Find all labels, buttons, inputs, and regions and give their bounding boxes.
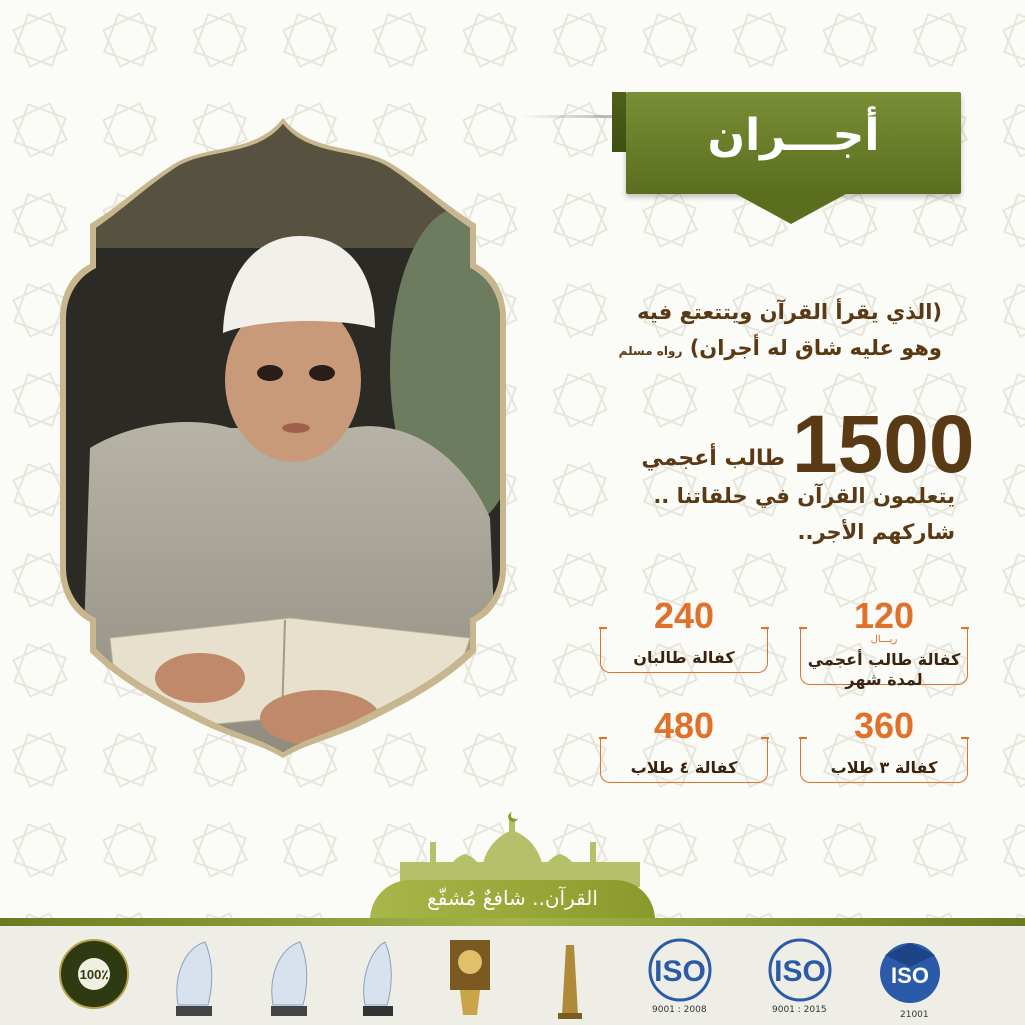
trophy-tower-icon <box>550 935 590 1020</box>
crystal-award-icon <box>265 940 315 1020</box>
iso-9001-2008-label: 9001 : 2008 <box>652 1005 707 1015</box>
hadith-source: رواه مسلم <box>618 344 683 358</box>
svg-text:ISO: ISO <box>891 963 929 988</box>
sponsorship-card-480[interactable] <box>600 705 768 783</box>
badges-strip <box>0 918 1025 1025</box>
iso-9001-2008-badge-icon <box>640 935 720 1005</box>
card-label: كفالة ٤ طلاب <box>630 758 738 777</box>
card-label: كفالة طالبان <box>633 648 735 667</box>
sponsorship-card-120[interactable] <box>800 595 968 689</box>
hadith-line-2-text: وهو عليه شاق له أجران) <box>689 336 942 360</box>
hadith-text <box>502 294 942 369</box>
mosque-silhouette-icon <box>370 812 655 887</box>
badges-strip-border <box>0 918 1025 926</box>
students-description: يتعلمون القرآن في حلقاتنا .. <box>653 484 955 508</box>
card-price: 480 <box>653 705 715 746</box>
slogan-text: القرآن.. شافعٌ مُشفّع <box>427 886 598 910</box>
students-label: طالب أعجمي <box>641 446 785 471</box>
svg-text:100٪: 100٪ <box>79 967 109 982</box>
sponsorship-card-240[interactable] <box>600 595 768 673</box>
crystal-award-icon <box>170 940 220 1020</box>
iso-21001-label: 21001 <box>900 1010 929 1020</box>
svg-text:ISO: ISO <box>654 955 706 988</box>
title-ribbon <box>626 92 961 194</box>
card-price: 360 <box>853 705 915 746</box>
card-price: 120 <box>853 595 915 636</box>
hadith-line-1: (الذي يقرأ القرآن ويتتعتع فيه <box>637 300 942 324</box>
trophy-plaque-icon <box>445 940 495 1020</box>
svg-text:ISO: ISO <box>774 955 826 988</box>
iso-9001-2015-label: 9001 : 2015 <box>772 1005 827 1015</box>
card-label: كفالة ٣ طلاب <box>830 758 938 777</box>
hadith-line-2 <box>502 330 942 369</box>
card-label: كفالة طالب أعجمي لمدة شهر <box>807 650 961 689</box>
crystal-award-icon <box>355 940 400 1020</box>
students-count: 1500 <box>792 399 975 490</box>
card-price: 240 <box>653 595 715 636</box>
iso-21001-badge-icon <box>875 935 945 1020</box>
page-title: أجـــران <box>707 110 880 161</box>
sponsorship-card-360[interactable] <box>800 705 968 783</box>
photo-frame <box>60 118 506 758</box>
iso-9001-2015-badge-icon <box>760 935 840 1005</box>
call-to-action: شاركهم الأجر.. <box>797 520 955 544</box>
card-currency: ريـــال <box>870 634 898 645</box>
hundred-percent-seal-icon <box>58 938 130 1010</box>
